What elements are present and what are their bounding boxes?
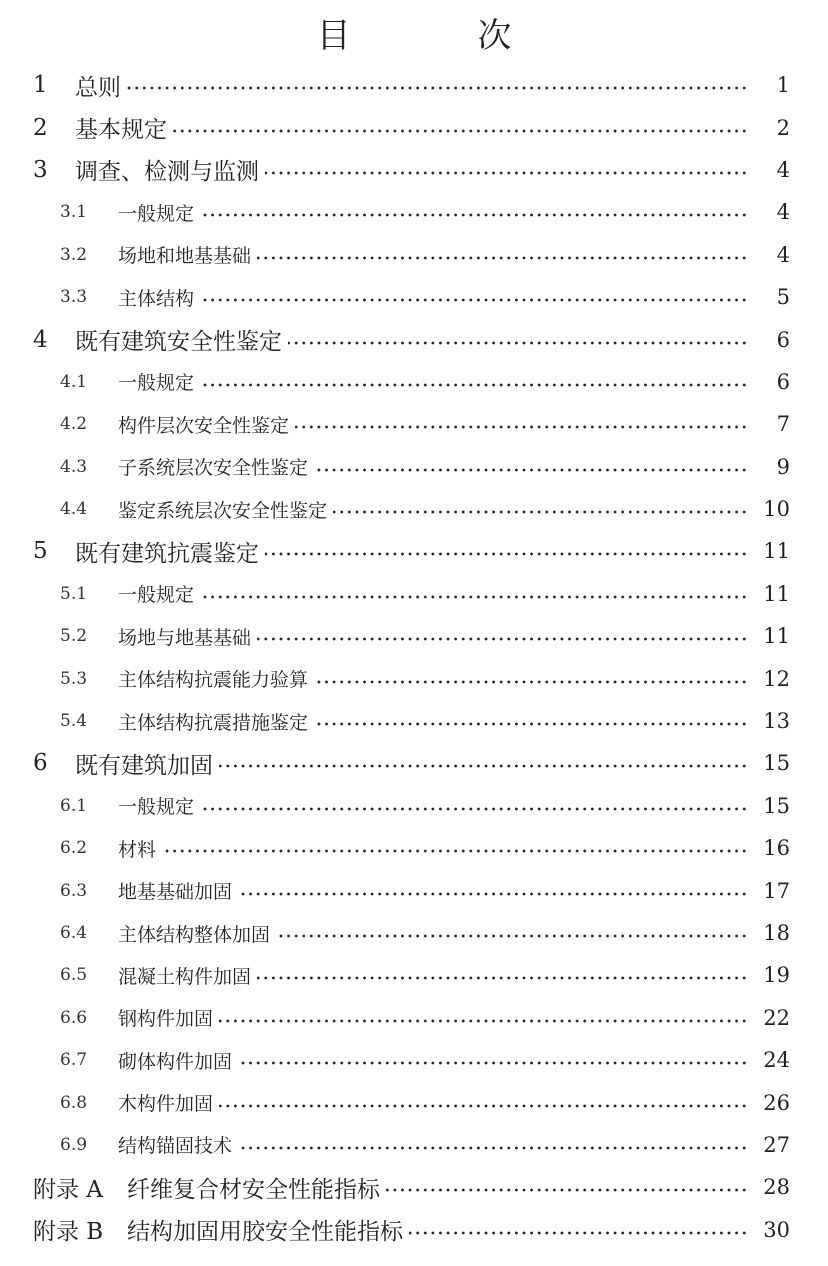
toc-subsection-entry[interactable]: [0, 1124, 828, 1166]
toc-entry-page-number: 4: [776, 242, 790, 267]
toc-entry-title: 木构件加固: [118, 1093, 214, 1116]
dot-leader: [386, 1166, 748, 1208]
toc-entry-page-number: 6: [776, 327, 790, 352]
toc-entry-title: 一般规定: [118, 584, 195, 607]
toc-entry-title: 一般规定: [118, 796, 195, 819]
toc-entry-title: 一般规定: [118, 202, 195, 225]
toc-subsection-entry[interactable]: [0, 191, 828, 233]
toc-entry-page-number: 10: [763, 497, 790, 522]
toc-chapter-entry[interactable]: [0, 106, 828, 148]
toc-chapter-entry[interactable]: [0, 530, 828, 572]
toc-entry-title: 鉴定系统层次安全性鉴定: [118, 499, 328, 522]
toc-subsection-entry[interactable]: [0, 1039, 828, 1081]
page-title: 目 次: [316, 16, 570, 56]
toc-entry-title: 结构锚固技术: [118, 1135, 233, 1158]
toc-chapter-entry[interactable]: [0, 742, 828, 784]
toc-entry-number: 6: [33, 750, 48, 777]
dot-leader: [238, 1039, 748, 1081]
dot-leader: [265, 530, 748, 572]
toc-entry-number: 4.2: [60, 414, 88, 435]
toc-entry-title: 纤维复合材安全性能指标: [127, 1176, 380, 1203]
toc-chapter-entry[interactable]: [0, 64, 828, 106]
toc-entry-number: 2: [33, 114, 48, 141]
toc-entry-page-number: 11: [763, 539, 790, 564]
toc-entry-title: 构件层次安全性鉴定: [118, 414, 290, 437]
dot-leader: [288, 318, 748, 360]
toc-entry-page-number: 11: [763, 581, 790, 606]
toc-entry-page-number: 7: [776, 412, 790, 437]
toc-entry-page-number: 22: [763, 1005, 790, 1030]
toc-entry-page-number: 16: [763, 836, 790, 861]
dot-leader: [314, 657, 748, 699]
toc-entry-title: 主体结构: [118, 287, 195, 310]
toc-entry-number: 3.3: [60, 287, 88, 308]
toc-subsection-entry[interactable]: [0, 954, 828, 996]
dot-leader: [200, 276, 748, 318]
toc-entry-page-number: 15: [763, 793, 790, 818]
dot-leader: [257, 954, 748, 996]
toc-entry-title: 结构加固用胶安全性能指标: [127, 1219, 403, 1246]
toc-subsection-entry[interactable]: [0, 785, 828, 827]
toc-entry-title: 一般规定: [118, 372, 195, 395]
toc-entry-page-number: 15: [763, 751, 790, 776]
toc-entry-title: 材料: [118, 838, 157, 861]
toc-entry-number: 6.5: [60, 965, 88, 986]
toc-entry-number: 附录 B: [33, 1219, 104, 1246]
toc-entry-number: 5.4: [60, 711, 88, 732]
toc-entry-number: 4.3: [60, 456, 88, 477]
dot-leader: [238, 869, 748, 911]
dot-leader: [314, 446, 748, 488]
toc-entry-number: 4.4: [60, 499, 88, 520]
toc-entry-title: 砌体构件加固: [118, 1050, 233, 1073]
toc-entry-number: 附录 A: [33, 1176, 103, 1203]
dot-leader: [200, 191, 748, 233]
toc-entry-page-number: 30: [763, 1217, 790, 1242]
toc-chapter-entry[interactable]: [0, 318, 828, 360]
toc-entry-page-number: 5: [776, 285, 790, 310]
toc-entry-title: 钢构件加固: [118, 1008, 214, 1031]
toc-entry-number: 5: [33, 538, 48, 565]
dot-leader: [295, 403, 748, 445]
toc-entry-number: 1: [33, 72, 48, 99]
toc-entry-page-number: 9: [776, 454, 790, 479]
toc-subsection-entry[interactable]: [0, 700, 828, 742]
toc-entry-number: 6.4: [60, 923, 88, 943]
toc-subsection-entry[interactable]: [0, 827, 828, 869]
toc-subsection-entry[interactable]: [0, 615, 828, 657]
toc-entry-title: 主体结构抗震能力验算: [118, 669, 309, 692]
toc-subsection-entry[interactable]: [0, 573, 828, 615]
dot-leader: [127, 64, 748, 106]
toc-entry-page-number: 28: [763, 1175, 790, 1200]
dot-leader: [238, 1124, 748, 1166]
toc-entry-title: 主体结构整体加固: [118, 923, 271, 946]
dot-leader: [200, 785, 748, 827]
toc-entry-number: 6.1: [60, 795, 88, 816]
toc-subsection-entry[interactable]: [0, 912, 828, 954]
toc-subsection-entry[interactable]: [0, 869, 828, 911]
toc-entry-number: 3.1: [60, 202, 88, 223]
toc-entry-page-number: 12: [763, 666, 790, 691]
toc-entry-page-number: 27: [763, 1132, 790, 1157]
toc-subsection-entry[interactable]: [0, 403, 828, 445]
toc-entry-number: 6.2: [60, 838, 88, 859]
toc-entry-page-number: 1: [776, 73, 790, 98]
dot-leader: [219, 742, 748, 784]
toc-entry-page-number: 6: [776, 369, 790, 394]
toc-entry-number: 3: [33, 156, 48, 183]
toc-entry-title: 场地和地基基础: [118, 245, 252, 268]
toc-entry-page-number: 4: [776, 200, 790, 225]
dot-leader: [257, 615, 748, 657]
toc-entry-number: 5.1: [60, 583, 88, 604]
dot-leader: [219, 997, 748, 1039]
toc-entry-number: 6.8: [60, 1092, 88, 1113]
dot-leader: [276, 912, 748, 954]
toc-appendix-entry[interactable]: [0, 1166, 828, 1208]
toc-entry-number: 6.6: [60, 1007, 88, 1028]
toc-entry-title: 总则: [75, 74, 121, 101]
toc-entry-title: 场地与地基基础: [118, 626, 252, 649]
dot-leader: [200, 573, 748, 615]
toc-entry-number: 5.2: [60, 626, 88, 647]
toc-entry-number: 4: [33, 326, 48, 353]
toc-chapter-entry[interactable]: [0, 149, 828, 191]
dot-leader: [219, 1081, 748, 1123]
dot-leader: [162, 827, 748, 869]
table-of-contents: [0, 64, 828, 1251]
toc-subsection-entry[interactable]: [0, 488, 828, 530]
toc-entry-title: 调查、检测与监测: [75, 159, 259, 186]
toc-entry-title: 既有建筑抗震鉴定: [75, 540, 259, 567]
toc-entry-page-number: 24: [763, 1048, 790, 1073]
dot-leader: [200, 361, 748, 403]
toc-entry-number: 6.7: [60, 1050, 88, 1071]
toc-subsection-entry[interactable]: [0, 1081, 828, 1123]
toc-subsection-entry[interactable]: [0, 276, 828, 318]
toc-entry-number: 6.3: [60, 880, 88, 901]
dot-leader: [257, 234, 748, 276]
toc-subsection-entry[interactable]: [0, 446, 828, 488]
toc-entry-title: 混凝土构件加固: [118, 965, 252, 988]
dot-leader: [265, 149, 748, 191]
toc-entry-title: 主体结构抗震措施鉴定: [118, 711, 309, 734]
dot-leader: [333, 488, 748, 530]
toc-entry-page-number: 17: [763, 878, 790, 903]
toc-entry-title: 地基基础加固: [118, 881, 233, 904]
dot-leader: [409, 1209, 748, 1251]
toc-entry-number: 5.3: [60, 668, 88, 689]
toc-entry-page-number: 19: [763, 963, 790, 988]
toc-entry-page-number: 18: [763, 921, 790, 945]
toc-entry-title: 基本规定: [75, 117, 167, 144]
toc-appendix-entry[interactable]: [0, 1209, 828, 1251]
toc-entry-page-number: 2: [776, 115, 790, 140]
toc-subsection-entry[interactable]: [0, 997, 828, 1039]
toc-entry-page-number: 13: [763, 709, 790, 734]
toc-entry-title: 既有建筑安全性鉴定: [75, 329, 282, 356]
toc-entry-page-number: 4: [776, 157, 790, 182]
toc-subsection-entry[interactable]: [0, 361, 828, 403]
dot-leader: [173, 106, 748, 148]
toc-entry-number: 3.2: [60, 244, 88, 265]
toc-entry-title: 既有建筑加固: [75, 752, 213, 779]
toc-entry-number: 6.9: [60, 1134, 88, 1155]
toc-subsection-entry[interactable]: [0, 657, 828, 699]
toc-entry-title: 子系统层次安全性鉴定: [118, 457, 309, 480]
toc-entry-number: 4.1: [60, 371, 88, 392]
dot-leader: [314, 700, 748, 742]
toc-entry-page-number: 11: [763, 624, 790, 649]
toc-subsection-entry[interactable]: [0, 234, 828, 276]
toc-entry-page-number: 26: [763, 1090, 790, 1115]
